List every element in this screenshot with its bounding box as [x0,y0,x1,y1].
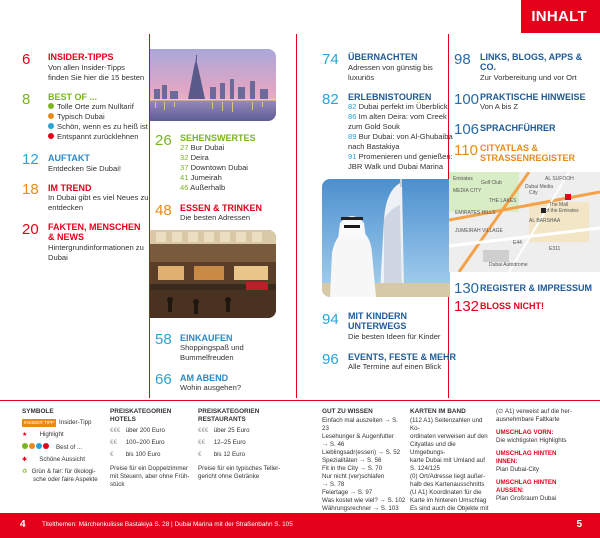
heading-essen[interactable]: ESSEN & TRINKEN [180,203,263,213]
price-row: €€€ über 200 Euro [110,427,165,434]
page-number-uebernachten: 74 [322,51,339,68]
page-number-erlebnistouren: 82 [322,91,339,108]
map-label: E44 [513,240,522,246]
orange-dot-icon [48,113,54,119]
shopping-mall-photo [150,230,276,318]
heading-erlebnistouren[interactable]: ERLEBNISTOUREN [348,92,432,102]
map-label: E311 [549,246,561,252]
heading-register[interactable]: REGISTER & IMPRESSUM [480,283,593,293]
hotels-title: PREISKATEGORIEN [110,408,172,415]
hotels-note: Preise für ein Doppelzimmer mit Steuern, aber ohne Früh- stück [110,465,190,488]
tour-item: 89 Bur Dubai: von Al-Ghubaiba [348,132,453,141]
desc-trend-2: entdecken [48,203,84,212]
page-title: INHALT [531,8,587,25]
blue-dot-icon [48,123,54,129]
map-label: Dubai Media [525,184,554,190]
footer-umschlag: (∅ A1) verweist auf die her- ausnehmbare Faltkarte UMSCHLAG VORN: Die wichtigsten Highlights UMSCHLAG HINTEN INNEN: Plan Dubai-City UMSCHLAG HINTEN AUSSEN: Plan Großraum Dubai [496,408,572,502]
page-number-bloss-nicht: 132 [454,298,480,315]
page-number-trend: 18 [22,181,39,198]
heading-cityatlas[interactable]: CITYATLAS & STRASSENREGISTER [480,143,576,163]
desc-fakten-1: Hintergrundinformationen zu [48,243,144,252]
restaurants-title2: RESTAURANTS [198,416,246,423]
burj-al-arab-photo [322,179,450,297]
page-number-abend: 66 [155,371,172,388]
heading-einkaufen[interactable]: EINKAUFEN [180,333,233,343]
heading-sehenswertes[interactable]: SEHENSWERTES [180,133,256,143]
heading-praktische-hinweise[interactable]: PRAKTISCHE HINWEISE [480,92,586,102]
footer-karten: KARTEN IM BAND (112 A1) Seitenzahlen und Ko- ordinaten verweisen auf den Cityatlas und die Umgebungs- karte Dubai mit Umland auf S. 124/125 (0) Ort/Adresse liegt außer- halb des Kartenausschnitts (U A1) Koordinaten für die Karte im hinteren Umschlag Es sind auch die Objekte mit [410,408,489,512]
tour-item: nach Bastakiya [348,142,400,151]
best-of-item: Schön, wenn es zu heiß ist [48,122,148,133]
footer-hotels [110,408,194,489]
page-number-essen: 48 [155,202,172,219]
desc-insider-1: Von allen Insider-Tipps [48,63,125,72]
price-row: €€€ über 25 Euro [198,427,250,434]
legend-green: ♻ Grün & fair: für ökologi- [22,468,96,475]
eco-icon: ♻ [22,468,28,475]
best-of-item: Typisch Dubai [48,112,105,123]
heading-bloss-nicht[interactable]: BLOSS NICHT! [480,301,544,311]
heading-fakten[interactable]: FAKTEN, MENSCHEN & NEWS [48,222,141,242]
gut-title: GUT ZU WISSEN [322,408,373,415]
page-number-praktische: 100 [454,91,480,108]
map-label: AL SUFOOH [545,176,574,182]
dubai-skyline-photo [150,49,276,121]
star-icon: ★ [22,431,28,438]
desc-uebernachten-1: Adressen von günstig bis [348,63,433,72]
legend-highlight: ★ Highlight [22,431,64,438]
map-label: of the Emirates [545,208,579,214]
best-of-item: Tolle Orte zum Nulltarif [48,102,134,113]
tour-item: 91 Promenieren und genießen: [348,152,453,161]
page-number-right: 5 [576,519,582,530]
map-label: Emirates [453,176,473,182]
heading-im-trend[interactable]: IM TREND [48,183,92,193]
page-number-sehenswertes: 26 [155,132,172,149]
page-number-best-of: 8 [22,91,31,108]
desc-fakten-2: Dubai [48,253,68,262]
legend-aussicht: ✱ Schöne Aussicht [22,456,85,463]
footer-restaurants [198,408,292,481]
heading-am-abend[interactable]: AM ABEND [180,373,229,383]
map-label: THE LAKES [489,198,517,204]
desc-auftakt: Entdecken Sie Dubai! [48,164,122,173]
heading-sprachfuehrer[interactable]: SPRACHFÜHRER [480,123,556,133]
column-divider [296,34,297,398]
legend-green-2: sche oder faire Aspekte [33,476,98,483]
city-map [449,172,600,272]
map-label: Dubai Autodrome [489,262,528,268]
legend-best-of: Best of ... [22,443,106,452]
green-dot-icon [48,103,54,109]
map-label: The Mall [549,202,569,208]
desc-events: Alle Termine auf einen Blick [348,362,442,371]
sight-item: 32 Deira [180,153,209,162]
desc-uebernachten-2: luxuriös [348,73,375,82]
heading-uebernachten[interactable]: ÜBERNACHTEN [348,52,418,62]
legend-insider: INSIDER TIPP Insider-Tipp [24,419,92,426]
footer-gut-zu-wissen: GUT ZU WISSEN Einfach mal auszeiten → S. 23 Lesehunger & Augenfutter → S. 46 Lieblingsadr(essen) → S. 52 Spezialitäten → S. 56 Fit in the City → S. 70 Nur nicht (ver)schlafen → S. 78 Feiertage → S. 97 Was kostet wie viel? → S. 102 Währungsrechner → S. 103 [322,408,406,512]
map-label: Golf Club [481,180,502,186]
best-of-item: Entspannt zurücklehnen [48,132,138,143]
heading-links-blogs[interactable]: LINKS, BLOGS, APPS & CO. [480,52,583,72]
page-number-auftakt: 12 [22,151,39,168]
desc-links: Zur Vorbereitung und vor Ort [480,73,577,82]
desc-kindern: Die besten Ideen für Kinder [348,332,441,341]
map-label: City [529,190,538,196]
karten-title: KARTEN IM BAND [410,408,466,415]
heading-mit-kindern[interactable]: MIT KINDERN UNTERWEGS [348,311,407,331]
restaurants-note: Preise für ein typisches Teller- gericht ohne Getränke [198,465,281,480]
heading-auftakt[interactable]: AUFTAKT [48,153,90,163]
page-number-sprachfuehrer: 106 [454,121,480,138]
sight-item: 37 Downtown Dubai [180,163,248,172]
price-row: € bis 100 Euro [110,451,161,458]
heading-events[interactable]: EVENTS, FESTE & MEHR [348,352,457,362]
desc-essen: Die besten Adressen [180,213,251,222]
tour-item: zum Gold Souk [348,122,400,131]
tour-item: 86 Im alten Deira: vom Creek [348,112,447,121]
desc-praktische: Von A bis Z [480,102,518,111]
page-number-links: 98 [454,51,471,68]
map-label: MEDIA CITY [453,188,482,194]
page-number-events: 96 [322,351,339,368]
sight-item: 41 Jumeirah [180,173,222,182]
page-number-fakten: 20 [22,221,39,238]
desc-einkaufen-2: Bummelfreuden [180,353,234,362]
page-number-einkaufen: 58 [155,331,172,348]
sight-item: 27 Bur Dubai [180,143,225,152]
page-number-kindern: 94 [322,311,339,328]
footer-divider [0,400,600,401]
page-number-left: 4 [20,519,26,530]
page-number-cityatlas: 110 [454,142,478,159]
view-icon: ✱ [22,456,28,463]
titelthemen-text: Titelthemen: Märchenkulisse Bastakiya S. 28 | Dubai Marina mit der Straßenbahn S. 105 [42,521,293,528]
best-of-dots-icon [22,444,50,451]
desc-insider-2: finden Sie hier die 15 besten [48,73,145,82]
restaurants-title: PREISKATEGORIEN [198,408,260,415]
heading-insider-tipps[interactable]: INSIDER-TIPPS [48,52,114,62]
desc-trend-1: In Dubai gibt es viel Neues zu [48,193,149,202]
map-label: AL BARSHAA [529,218,561,224]
hotels-title2: HOTELS [110,416,136,423]
price-row: €€ 100–200 Euro [110,439,165,446]
page-number-register: 130 [454,280,480,297]
symbole-title: SYMBOLE [22,408,54,415]
price-row: € bis 12 Euro [198,451,246,458]
price-row: €€ 12–25 Euro [198,439,246,446]
page-number-insider: 6 [22,51,31,68]
desc-abend: Wohin ausgehen? [180,383,242,392]
sight-item: 46 Außerhalb [180,183,226,192]
top-bar [0,0,600,36]
heading-best-of[interactable]: BEST OF ... [48,92,98,102]
desc-einkaufen-1: Shoppingspaß und [180,343,244,352]
tour-item: JBR Walk und Dubai Marina [348,162,444,171]
map-label: EMIRATES HILLS [455,210,496,216]
insider-tip-icon: INSIDER TIPP [24,420,55,425]
red-dot-icon [48,133,54,139]
footer-symbole [22,408,106,484]
map-label: JUMEIRAH VILLAGE [455,228,503,234]
tour-item: 82 Dubai perfekt im Überblick [348,102,448,111]
